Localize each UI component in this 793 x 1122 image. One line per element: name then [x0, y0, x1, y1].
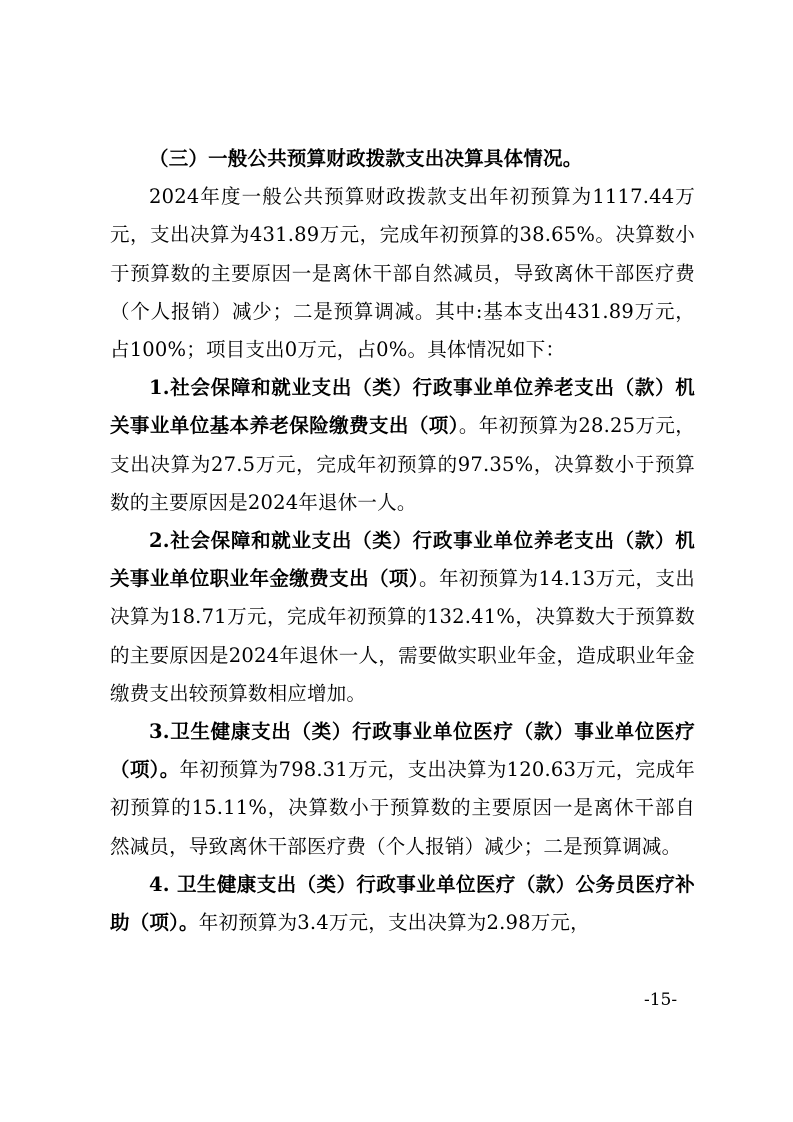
item-body-2: 。年初预算为14.13万元，支出决算为18.71万元，完成年初预算的132.41%，决算数大于预算数的主要原因是2024年退休一人，需要做实职业年金，造成职业年金缴费支出较预算数相应增加。	[110, 567, 695, 705]
document-body	[110, 140, 695, 942]
item-body-1: 。年初预算为28.25万元，支出决算为27.5万元，完成年初预算的97.35%，决算数小于预算数的主要原因是2024年退休一人。	[110, 414, 696, 514]
item-paragraph-4	[110, 866, 695, 942]
item-title-1: 1.社会保障和就业支出（类）行政事业单位养老支出（款）机关事业单位基本养老保险缴费支出（项）	[110, 376, 695, 438]
item-paragraph-3	[110, 713, 695, 866]
item-title-3: 3.卫生健康支出（类）行政事业单位医疗（款）事业单位医疗（项）。	[110, 720, 695, 782]
page-number: -15-	[644, 990, 678, 1010]
intro-paragraph: 2024年度一般公共预算财政拨款支出年初预算为1117.44万元，支出决算为431.89万元，完成年初预算的38.65%。决算数小于预算数的主要原因一是离休干部自然减员，导致离休干部医疗费（个人报销）减少；二是预算调减。其中:基本支出431.89万元，占100%；项目支出0万元，占0%。具体情况如下：	[110, 185, 695, 362]
item-title-2: 2.社会保障和就业支出（类）行政事业单位养老支出（款）机关事业单位职业年金缴费支出（项）	[110, 529, 695, 591]
item-paragraph-1	[110, 369, 695, 522]
section-heading: （三）一般公共预算财政拨款支出决算具体情况。	[149, 147, 583, 170]
item-body-3: 年初预算为798.31万元，支出决算为120.63万元，完成年初预算的15.11%，决算数小于预算数的主要原因一是离休干部自然减员，导致离休干部医疗费（个人报销）减少；二是预算调减。	[110, 758, 695, 858]
item-title-4: 4. 卫生健康支出（类）行政事业单位医疗（款）公务员医疗补助（项）。	[110, 872, 695, 935]
item-paragraph-2	[110, 522, 695, 713]
item-body-4: 年初预算为3.4万元，支出决算为2.98万元，	[198, 911, 590, 935]
